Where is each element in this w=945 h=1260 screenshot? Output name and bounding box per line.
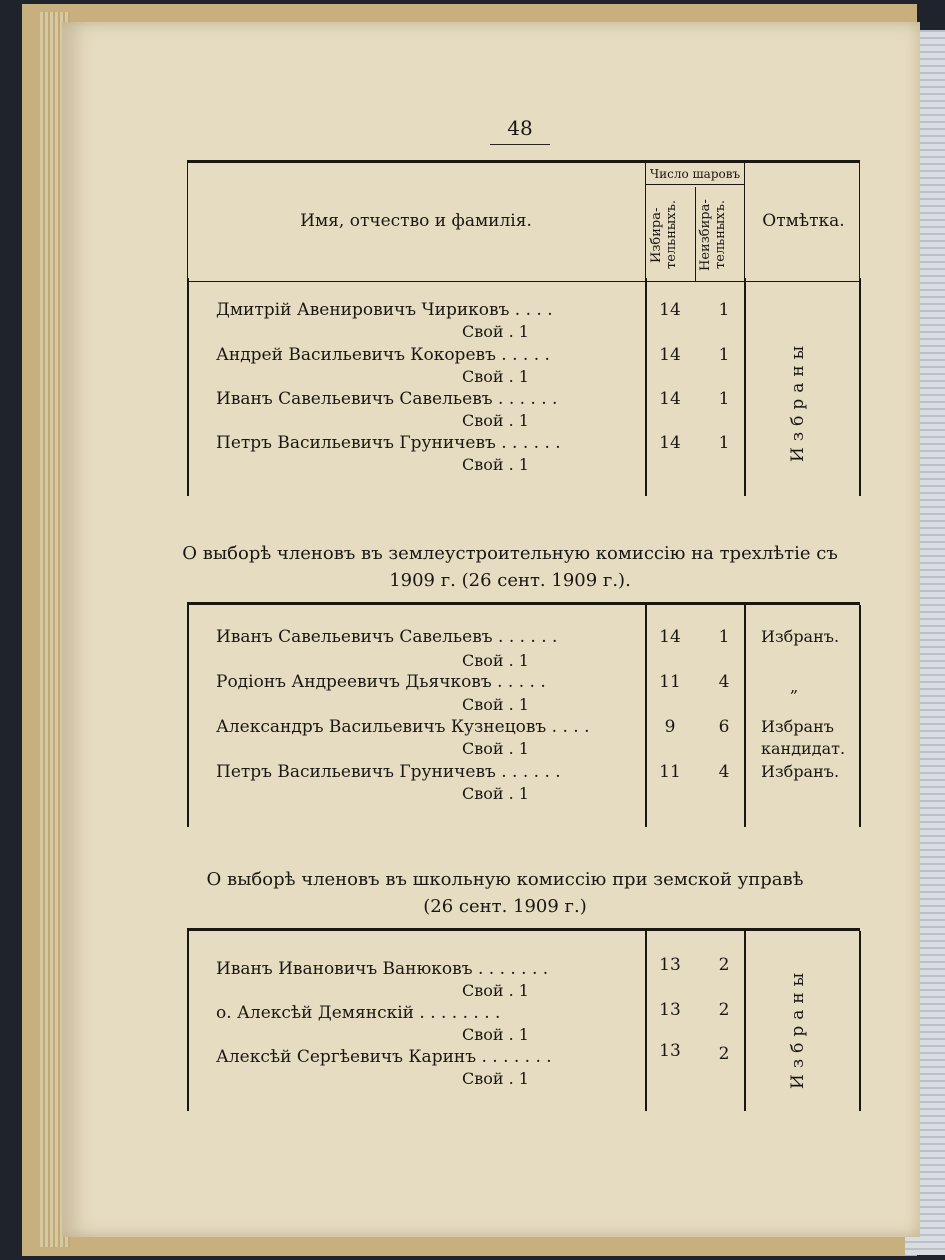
table-row-svoi: Свой . 1	[462, 784, 529, 803]
table-row-name: Иванъ Савельевичъ Савельевъ . . . . . .	[216, 627, 558, 647]
table-border	[187, 605, 189, 827]
table-row-svoi: Свой . 1	[462, 981, 529, 1000]
nonelect-count: 4	[718, 672, 730, 692]
table-row-svoi: Свой . 1	[462, 739, 529, 758]
nonelect-count: 6	[718, 717, 730, 737]
elect-count: 14	[659, 433, 681, 453]
table-row-svoi: Свой . 1	[462, 322, 529, 341]
section3-title-line1: О выборѣ членовъ въ школьную комиссію при земской управѣ	[206, 869, 804, 890]
mark-cell-line2: кандидат.	[761, 739, 846, 758]
elect-count: 13	[659, 955, 681, 975]
table-row-svoi: Свой . 1	[462, 695, 529, 714]
table-divider	[744, 605, 746, 827]
mark-column-header: Отмѣтка.	[762, 211, 845, 231]
table-row-name: Петръ Васильевичъ Груничевъ . . . . . .	[216, 433, 561, 453]
table-row-name: Петръ Васильевичъ Груничевъ . . . . . .	[216, 762, 561, 782]
group-mark: Избраны	[788, 339, 808, 462]
table-row-svoi: Свой . 1	[462, 367, 529, 386]
nonelect-count: 2	[718, 1000, 730, 1020]
mark-cell: Избранъ.	[761, 762, 840, 781]
table-row-svoi: Свой . 1	[462, 455, 529, 474]
name-column-header: Имя, отчество и фамилія.	[300, 211, 532, 231]
table-divider	[645, 278, 647, 496]
nonelect-count: 4	[718, 762, 730, 782]
table-divider	[744, 931, 746, 1111]
table-row-name: Алексѣй Сергѣевичъ Каринъ . . . . . . .	[216, 1047, 552, 1067]
table-row-name: Иванъ Савельевичъ Савельевъ . . . . . .	[216, 389, 558, 409]
table-divider	[645, 605, 647, 827]
group-mark: Избраны	[788, 966, 808, 1089]
mark-cell: „	[790, 677, 799, 696]
table-border	[859, 931, 861, 1111]
elect-count: 11	[659, 672, 681, 692]
elect-count: 14	[659, 345, 681, 365]
elect-count: 13	[659, 1000, 681, 1020]
nonelect-count: 1	[718, 345, 730, 365]
elect-count: 11	[659, 762, 681, 782]
nonelect-count: 1	[718, 627, 730, 647]
header-divider	[695, 187, 696, 281]
nonelect-count: 1	[718, 389, 730, 409]
nonelect-count: 1	[718, 300, 730, 320]
table-row-svoi: Свой . 1	[462, 411, 529, 430]
table-row-name: Андрей Васильевичъ Кокоревъ . . . . .	[216, 345, 550, 365]
table-row-svoi: Свой . 1	[462, 1025, 529, 1044]
page-number: 48	[490, 116, 550, 145]
section2-title-line1: О выборѣ членовъ въ землеустроительную комиссію на трехлѣтіе съ	[182, 543, 838, 564]
nonelect-column-header: Неизбира-тельныхъ.	[698, 199, 728, 271]
table-divider	[645, 931, 647, 1111]
section2-title-line2: 1909 г. (26 сент. 1909 г.).	[389, 570, 631, 591]
section2-table	[187, 602, 860, 827]
section3-title-line2: (26 сент. 1909 г.)	[423, 896, 587, 917]
table-row-name: Иванъ Ивановичъ Ванюковъ . . . . . . .	[216, 959, 549, 979]
elect-count: 14	[659, 389, 681, 409]
elect-count: 13	[659, 1041, 681, 1061]
table-row-name: Дмитрій Авенировичъ Чириковъ . . . .	[216, 300, 553, 320]
balls-group-header: Число шаровъ	[646, 167, 744, 185]
table-header	[187, 160, 860, 282]
elect-count: 14	[659, 300, 681, 320]
mark-cell: Избранъ	[761, 717, 834, 736]
section3-table	[187, 928, 860, 1111]
table-border	[187, 931, 189, 1111]
table-row-svoi: Свой . 1	[462, 1069, 529, 1088]
header-divider	[744, 163, 745, 281]
elect-count: 14	[659, 627, 681, 647]
table-divider	[744, 278, 746, 496]
table-border	[859, 605, 861, 827]
section1-table	[187, 278, 860, 496]
section3-title	[180, 866, 830, 920]
table-row-svoi: Свой . 1	[462, 651, 529, 670]
table-border	[859, 278, 861, 496]
table-row-name: Родіонъ Андреевичъ Дьячковъ . . . . .	[216, 672, 546, 692]
section2-title	[150, 540, 870, 594]
nonelect-count: 2	[718, 1044, 730, 1064]
nonelect-count: 2	[718, 955, 730, 975]
table-row-name: Александръ Васильевичъ Кузнецовъ . . . .	[216, 717, 590, 737]
elect-count: 9	[664, 717, 676, 737]
table-border	[187, 278, 189, 496]
elect-column-header: Избира-тельныхъ.	[649, 200, 679, 270]
mark-cell: Избранъ.	[761, 627, 840, 646]
table-row-name: о. Алексѣй Демянскій . . . . . . . .	[216, 1003, 501, 1023]
nonelect-count: 1	[718, 433, 730, 453]
